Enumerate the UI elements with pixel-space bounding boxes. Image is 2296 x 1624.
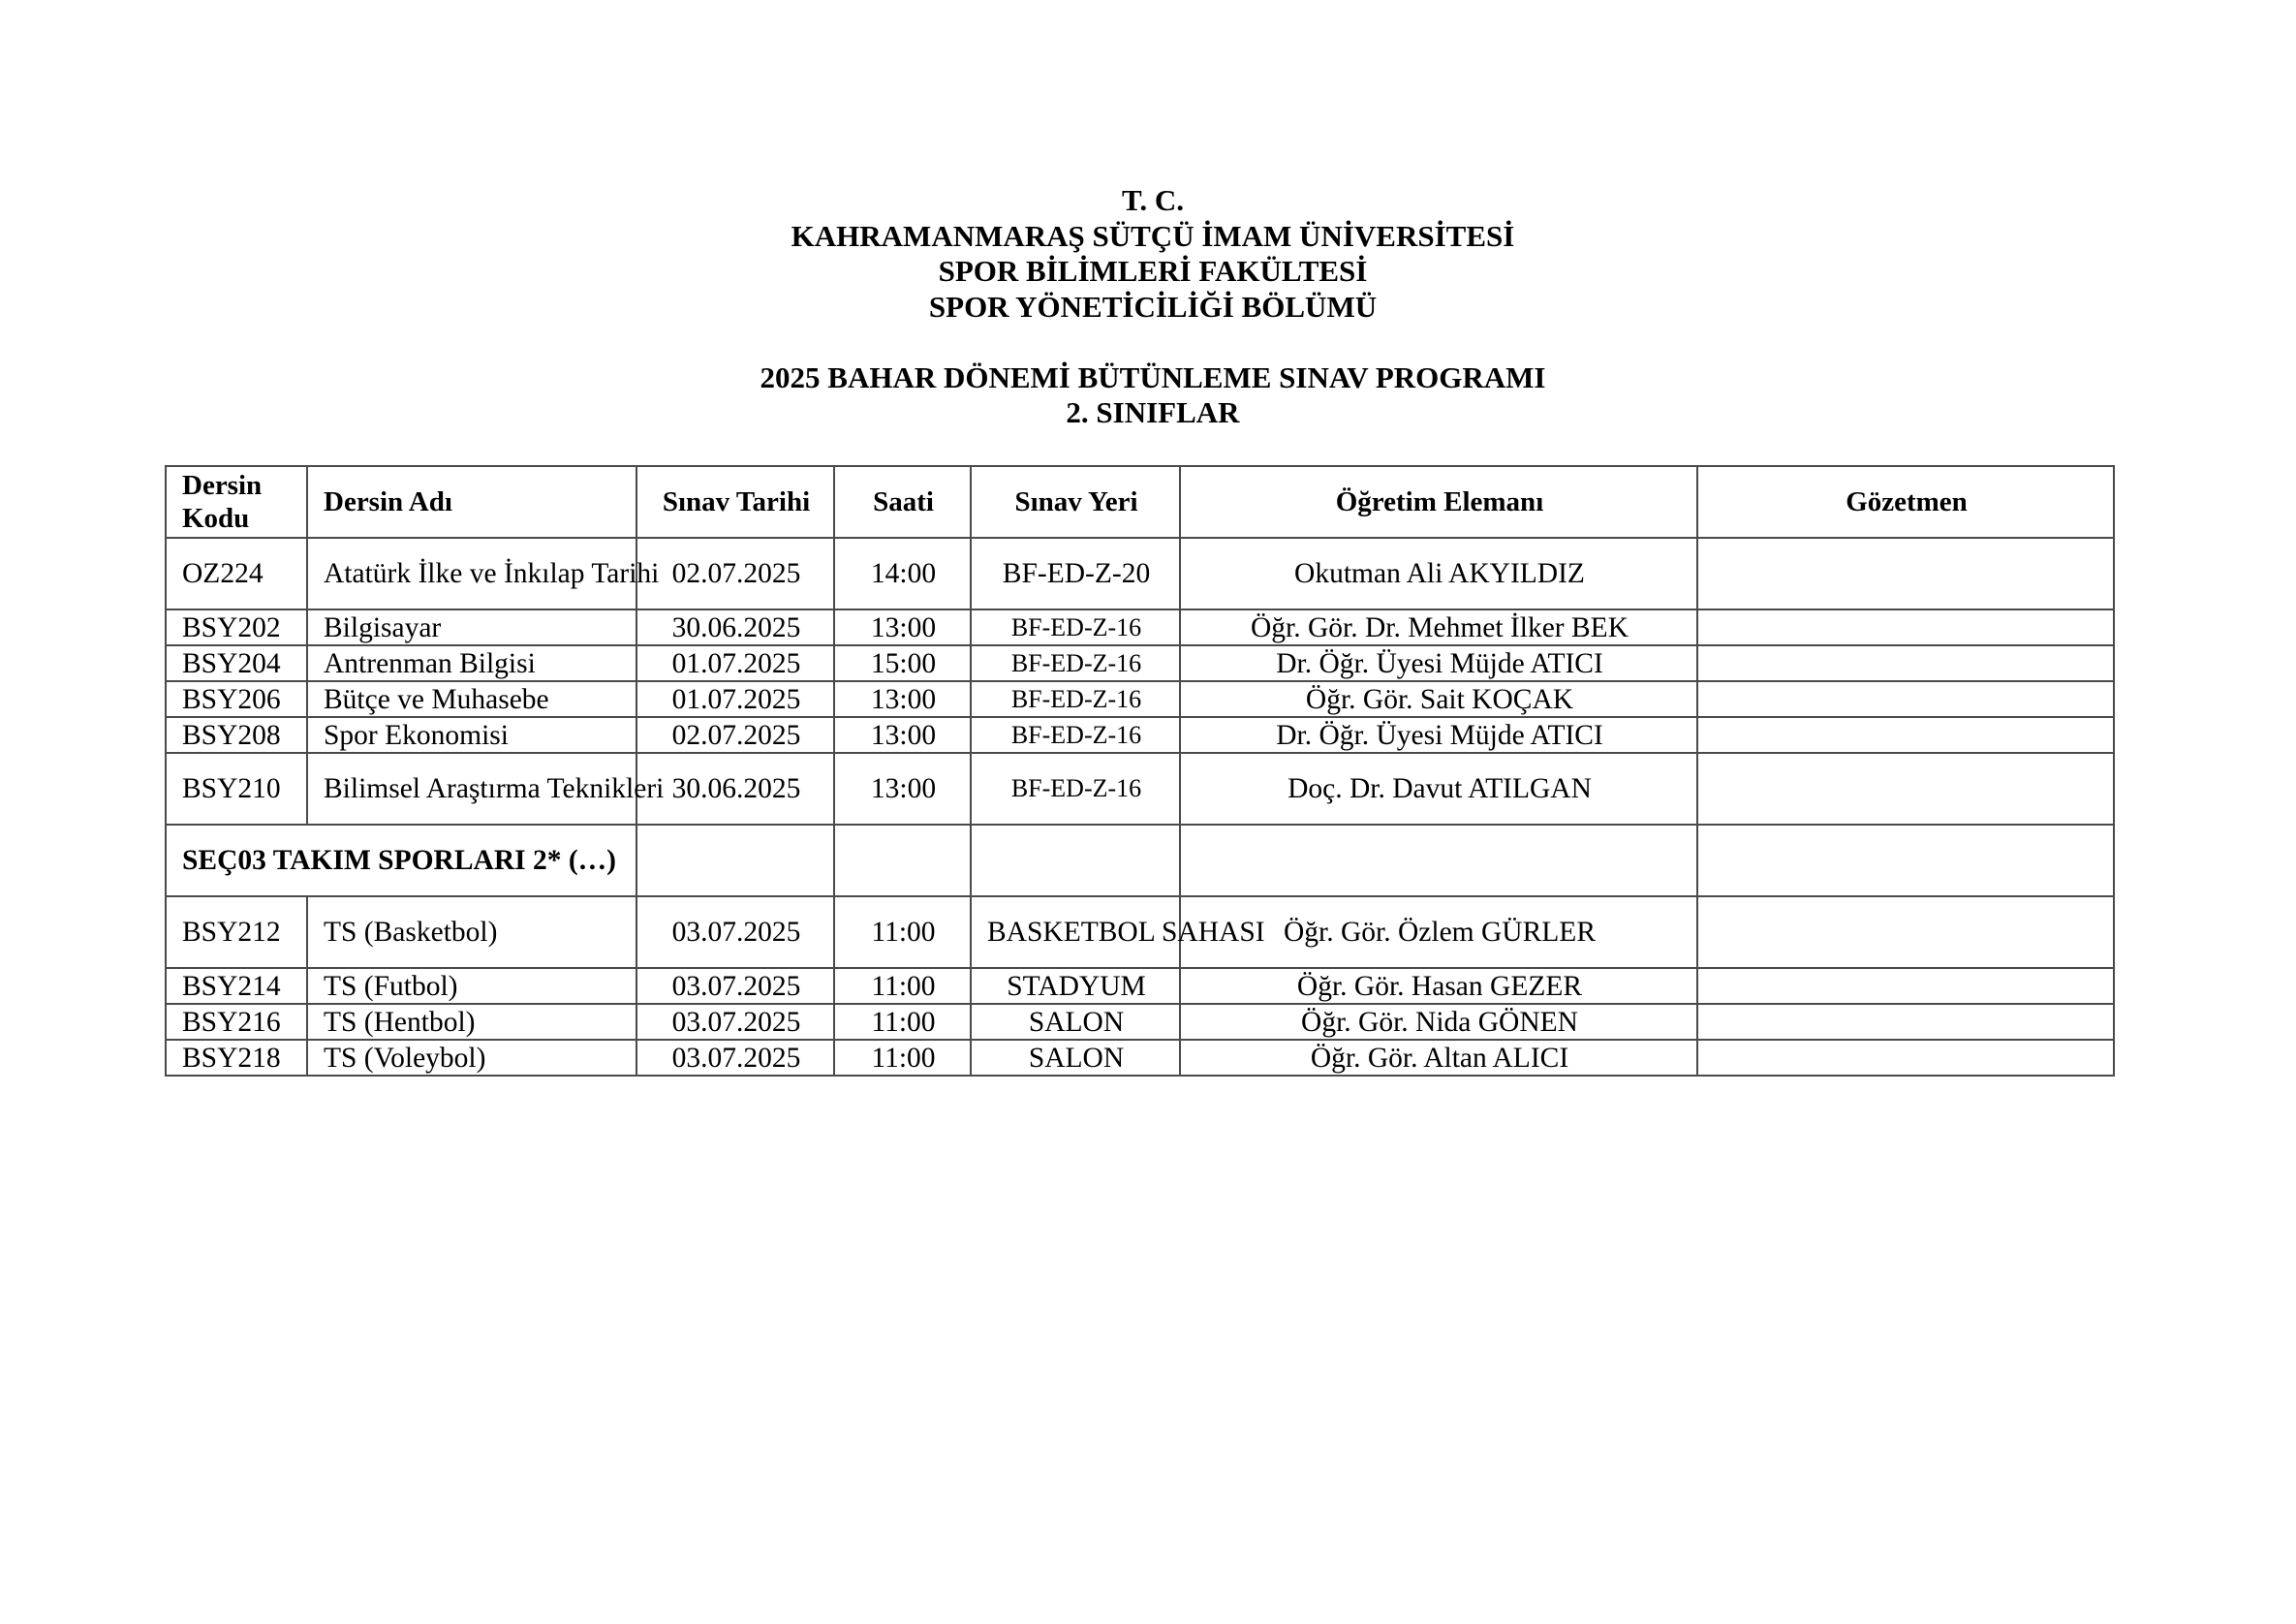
cell-instructor: Öğr. Gör. Hasan GEZER [1180,968,1697,1004]
column-header-code: Dersin Kodu [166,466,307,538]
cell-proctor[interactable] [1697,753,2114,825]
cell-time: 14:00 [834,538,971,609]
exam-schedule-table [165,465,2115,1077]
cell-instructor: Öğr. Gör. Dr. Mehmet İlker BEK [1180,609,1697,645]
cell-proctor[interactable] [1697,825,2114,896]
cell-name: Bilimsel Araştırma Teknikleri [307,753,636,825]
cell-code: BSY206 [166,681,307,717]
cell-date: 30.06.2025 [636,609,834,645]
cell-instructor: Dr. Öğr. Üyesi Müjde ATICI [1180,717,1697,753]
cell-code: BSY202 [166,609,307,645]
cell-instructor: Dr. Öğr. Üyesi Müjde ATICI [1180,645,1697,681]
cell-time: 11:00 [834,1040,971,1076]
cell-name: TS (Hentbol) [307,1004,636,1040]
cell-date: 01.07.2025 [636,645,834,681]
cell-name: TS (Basketbol) [307,896,636,968]
cell-date: 03.07.2025 [636,896,834,968]
cell-time: 11:00 [834,1004,971,1040]
cell-room: STADYUM [971,968,1180,1004]
cell-proctor[interactable] [1697,609,2114,645]
cell-room: BF-ED-Z-20 [971,538,1180,609]
cell-code: BSY208 [166,717,307,753]
cell-code: OZ224 [166,538,307,609]
table-row [166,538,2114,609]
cell-empty [636,825,834,896]
table-row [166,645,2114,681]
table-row [166,717,2114,753]
cell-empty [1180,825,1697,896]
cell-proctor[interactable] [1697,1040,2114,1076]
cell-name: Bütçe ve Muhasebe [307,681,636,717]
cell-empty [834,825,971,896]
cell-empty [971,825,1180,896]
class-level: 2. SINIFLAR [1066,395,1240,429]
cell-date: 03.07.2025 [636,1040,834,1076]
cell-date: 01.07.2025 [636,681,834,717]
elective-group-title: SEÇ03 TAKIM SPORLARI 2* (…) [166,825,636,896]
table-row [166,896,2114,968]
table-row [166,753,2114,825]
cell-time: 13:00 [834,681,971,717]
cell-room: BASKETBOL SAHASI [971,896,1180,968]
column-header-name: Dersin Adı [307,466,636,538]
header-department: SPOR YÖNETİCİLİĞİ BÖLÜMÜ [928,289,1378,324]
cell-time: 15:00 [834,645,971,681]
cell-name: TS (Futbol) [307,968,636,1004]
cell-code: BSY216 [166,1004,307,1040]
cell-proctor[interactable] [1697,717,2114,753]
cell-date: 03.07.2025 [636,1004,834,1040]
cell-instructor: Doç. Dr. Davut ATILGAN [1180,753,1697,825]
table-row [166,1004,2114,1040]
header-country: T. C. [1121,183,1184,217]
elective-group-row [166,825,2114,896]
cell-room: BF-ED-Z-16 [971,753,1180,825]
cell-room: BF-ED-Z-16 [971,681,1180,717]
cell-proctor[interactable] [1697,1004,2114,1040]
cell-code: BSY214 [166,968,307,1004]
cell-room: BF-ED-Z-16 [971,645,1180,681]
header-university: KAHRAMANMARAŞ SÜTÇÜ İMAM ÜNİVERSİTESİ [791,218,1515,253]
cell-name: Bilgisayar [307,609,636,645]
cell-name: Spor Ekonomisi [307,717,636,753]
column-header-room: Sınav Yeri [971,466,1180,538]
cell-code: BSY212 [166,896,307,968]
column-header-time: Saati [834,466,971,538]
cell-proctor[interactable] [1697,681,2114,717]
cell-date: 30.06.2025 [636,753,834,825]
table-header-row [166,466,2114,538]
cell-name: TS (Voleybol) [307,1040,636,1076]
cell-date: 02.07.2025 [636,538,834,609]
table-row [166,1040,2114,1076]
cell-instructor: Öğr. Gör. Altan ALICI [1180,1040,1697,1076]
table-row [166,681,2114,717]
column-header-instructor: Öğretim Elemanı [1180,466,1697,538]
cell-proctor[interactable] [1697,896,2114,968]
column-header-date: Sınav Tarihi [636,466,834,538]
cell-time: 11:00 [834,896,971,968]
table-row [166,609,2114,645]
column-header-proctor: Gözetmen [1697,466,2114,538]
cell-room: BF-ED-Z-16 [971,609,1180,645]
cell-time: 11:00 [834,968,971,1004]
cell-room: SALON [971,1004,1180,1040]
header-faculty: SPOR BİLİMLERİ FAKÜLTESİ [938,254,1368,288]
cell-time: 13:00 [834,609,971,645]
cell-room: SALON [971,1040,1180,1076]
cell-instructor: Öğr. Gör. Özlem GÜRLER [1180,896,1697,968]
table-row [166,968,2114,1004]
cell-name: Antrenman Bilgisi [307,645,636,681]
cell-code: BSY218 [166,1040,307,1076]
cell-room: BF-ED-Z-16 [971,717,1180,753]
cell-date: 02.07.2025 [636,717,834,753]
document-header [0,183,2296,431]
header-spacer [0,325,2296,360]
cell-proctor[interactable] [1697,538,2114,609]
cell-date: 03.07.2025 [636,968,834,1004]
cell-time: 13:00 [834,717,971,753]
cell-instructor: Öğr. Gör. Nida GÖNEN [1180,1004,1697,1040]
cell-instructor: Öğr. Gör. Sait KOÇAK [1180,681,1697,717]
cell-time: 13:00 [834,753,971,825]
cell-code: BSY204 [166,645,307,681]
cell-proctor[interactable] [1697,645,2114,681]
cell-code: BSY210 [166,753,307,825]
cell-name: Atatürk İlke ve İnkılap Tarihi [307,538,636,609]
cell-proctor[interactable] [1697,968,2114,1004]
program-title: 2025 BAHAR DÖNEMİ BÜTÜNLEME SINAV PROGRAMI [760,359,1546,394]
cell-instructor: Okutman Ali AKYILDIZ [1180,538,1697,609]
